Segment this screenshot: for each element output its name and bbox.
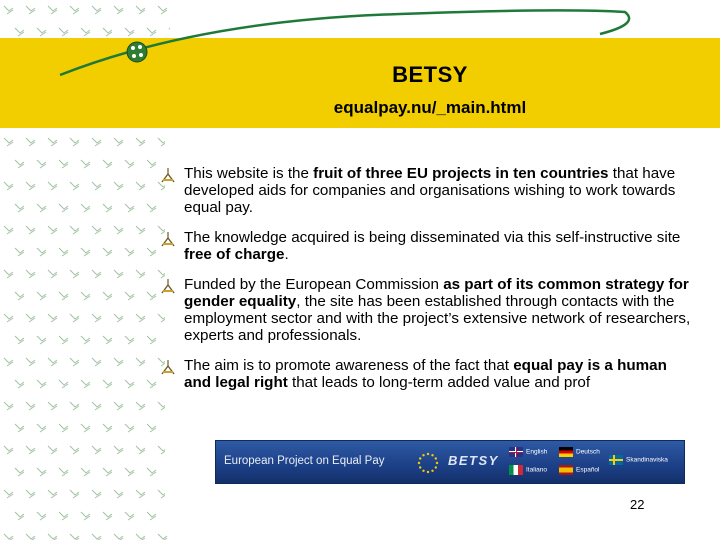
bullet-emphasis: equal pay is a human and legal right: [184, 357, 667, 391]
bullet-text: .: [284, 246, 289, 263]
bullet-icon: [160, 167, 176, 183]
bullet-text: Funded by the European Commission: [184, 276, 444, 293]
page-number: 22: [630, 497, 645, 512]
eu-stars-icon: [416, 451, 440, 475]
german-flag-icon: [559, 447, 573, 457]
bullet-item: [160, 357, 695, 391]
swedish-flag-icon: [609, 455, 623, 465]
lang-deutsch[interactable]: [559, 447, 600, 457]
bullet-icon: [160, 278, 176, 294]
lang-espanol[interactable]: [559, 465, 600, 475]
bullet-item: [160, 165, 695, 216]
bullet-item: [160, 229, 695, 263]
lang-italiano[interactable]: [509, 465, 547, 475]
bullet-text: The aim is to promote awareness of the fact that: [184, 357, 514, 374]
lang-label: Skandinaviska: [626, 456, 668, 464]
lang-skandinaviska[interactable]: [609, 455, 668, 465]
lang-label: Italiano: [526, 466, 547, 474]
lang-label: Deutsch: [576, 448, 600, 456]
slide-title: BETSY: [392, 62, 468, 87]
bullet-text: that have developed aids for companies and organisations wishing to work towards equal pay.: [184, 165, 676, 216]
project-banner[interactable]: [215, 440, 685, 484]
bullet-item: [160, 276, 695, 344]
bullet-emphasis: free of charge: [184, 246, 285, 263]
lang-label: Español: [576, 466, 600, 474]
bullet-text: that leads to long-term added value and prof: [287, 374, 591, 391]
bullet-text: The knowledge acquired is being disseminated via this self-instructive site: [184, 229, 681, 246]
bullet-icon: [160, 359, 176, 375]
spanish-flag-icon: [559, 465, 573, 475]
italian-flag-icon: [509, 465, 523, 475]
slide-subtitle: equalpay.nu/_main.html: [333, 98, 527, 117]
banner-text: European Project on Equal Pay: [224, 455, 385, 467]
bullet-text: This website is the: [184, 165, 314, 182]
bullet-emphasis: fruit of three EU projects in ten countries: [313, 165, 609, 182]
bullet-emphasis: as part of its common strategy for gender equality: [184, 276, 689, 310]
globe-icon: [127, 42, 147, 62]
bullet-text: , the site has been established through contacts with the employment sector and with the project’s extensive network of researchers, experts and professionals.: [184, 293, 691, 344]
lang-label: English: [526, 448, 548, 456]
uk-flag-icon: [509, 447, 523, 457]
bullet-list: [160, 165, 695, 404]
banner-logo: BETSY: [448, 453, 499, 468]
lang-english[interactable]: [509, 447, 547, 457]
bullet-icon: [160, 231, 176, 247]
